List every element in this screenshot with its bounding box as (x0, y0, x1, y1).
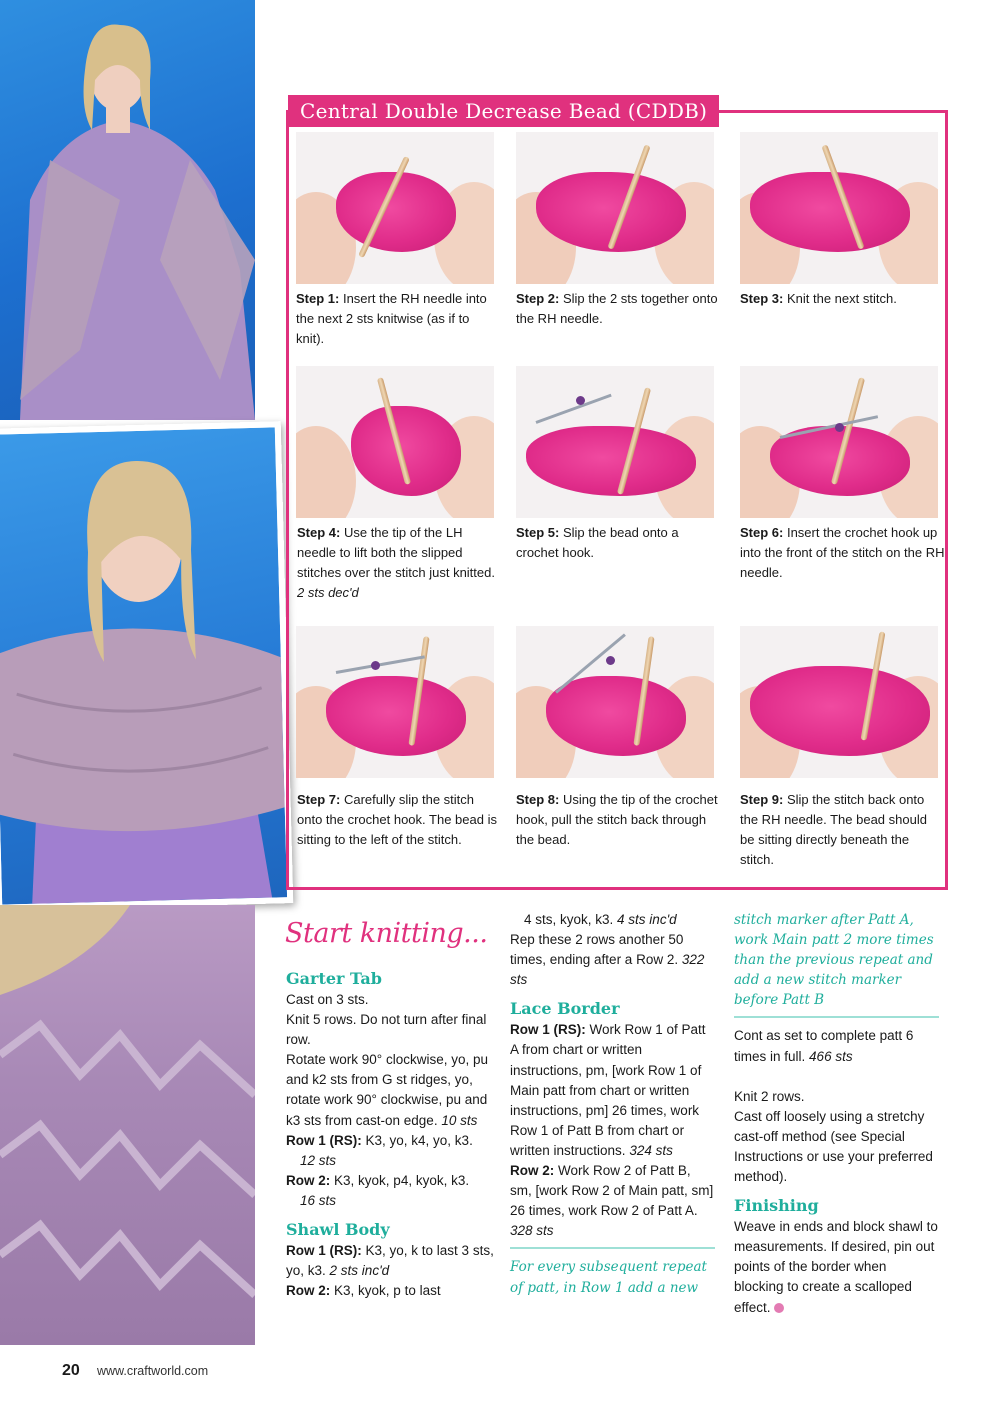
pattern-column-3 (734, 910, 939, 1318)
shawl-body-row-2: Row 2: K3, kyok, p to last (286, 1283, 441, 1299)
footer-url: www.craftworld.com (97, 1364, 209, 1378)
garter-line-2: Knit 5 rows. Do not turn after final row. (286, 1012, 487, 1048)
divider (734, 1016, 939, 1018)
repeat-instruction: Rep these 2 rows another 50 times, ending after a Row 2. 322 sts (510, 932, 705, 988)
cast-off-instruction: Cast off loosely using a stretchy cast-off method (see Special Instructions or use your preferred method). (734, 1108, 933, 1185)
divider (510, 1247, 715, 1249)
repeat-note: For every subsequent repeat of patt, in Row 1 add a new (510, 1259, 707, 1296)
pattern-column-1 (286, 968, 496, 1301)
page-number: 20 (62, 1362, 80, 1379)
lace-row-1: Row 1 (RS): Work Row 1 of Patt A from chart or written instructions, pm, [work Row 1 of Main patt from chart or written instructions, pm] 26 times, work Row 1 of Patt B from chart or written instructions. 324 sts (510, 1022, 706, 1158)
garter-row-2-count: 16 sts (300, 1192, 337, 1208)
start-knitting-heading: Start knitting... (285, 918, 488, 949)
step-9-caption: Step 9: Slip the stitch back onto the RH needle. The bead should be sitting directly beneath the stitch. (740, 792, 927, 867)
step-8-caption: Step 8: Using the tip of the crochet hook, pull the stitch back through the bead. (516, 792, 718, 847)
pattern-column-2 (510, 910, 715, 1298)
step-3-caption: Step 3: Knit the next stitch. (740, 291, 897, 306)
shawl-closeup-photo (0, 905, 255, 1345)
shawl-body-row-2-cont: 4 sts, kyok, k3. 4 sts inc'd (524, 912, 677, 927)
step-1-caption: Step 1: Insert the RH needle into the next 2 sts knitwise (as if to knit). (296, 291, 487, 346)
step-3-photo (740, 132, 938, 284)
shawl-body-heading: Shawl Body (286, 1220, 390, 1240)
garter-tab-heading: Garter Tab (286, 969, 382, 988)
step-6-photo (740, 366, 938, 518)
lace-row-2: Row 2: Work Row 2 of Patt B, sm, [work Row 2 of Main patt, sm] 26 times, work Row 2 of Patt A. 328 sts (510, 1163, 714, 1239)
step-5-caption: Step 5: Slip the bead onto a crochet hook. (516, 525, 679, 560)
garter-row-1-count: 12 sts (300, 1152, 337, 1168)
step-1-photo (296, 132, 494, 284)
step-7-photo (296, 626, 494, 778)
step-8-photo (516, 626, 714, 778)
model-photo-top (0, 0, 255, 420)
garter-row-1: Row 1 (RS): K3, yo, k4, yo, k3. (286, 1132, 473, 1148)
step-7-caption: Step 7: Carefully slip the stitch onto the crochet hook. The bead is sitting to the left of the stitch. (297, 792, 497, 847)
repeat-note-cont: stitch marker after Patt A, work Main patt 2 more times than the previous repeat and add a new stitch marker before Patt B (734, 912, 934, 1009)
garter-row-2: Row 2: K3, kyok, p4, kyok, k3. (286, 1172, 470, 1188)
step-4-caption: Step 4: Use the tip of the LH needle to lift both the slipped stitches over the stitch just knitted. 2 sts dec'd (297, 525, 495, 600)
shawl-body-row-1: Row 1 (RS): K3, yo, k to last 3 sts, yo, k3. 2 sts inc'd (286, 1243, 494, 1279)
step-2-photo (516, 132, 714, 284)
end-mark-icon (774, 1303, 784, 1313)
finishing-text: Weave in ends and block shawl to measurements. If desired, pin out points of the border when blocking to create a scalloped effect. (734, 1219, 938, 1315)
garter-line-3: Rotate work 90° clockwise, yo, pu and k2 sts from G st ridges, yo, rotate work 90° clockwise, pu and k3 sts from cast-on edge. 10 sts (286, 1052, 488, 1128)
step-4-photo (296, 366, 494, 518)
step-6-caption: Step 6: Insert the crochet hook up into the front of the stitch on the RH needle. (740, 525, 945, 580)
step-5-photo (516, 366, 714, 518)
model-photo-middle (0, 421, 293, 911)
knit-2-rows: Knit 2 rows. (734, 1088, 805, 1104)
box-title: Central Double Decrease Bead (CDDB) (288, 95, 719, 127)
step-2-caption: Step 2: Slip the 2 sts together onto the RH needle. (516, 291, 718, 326)
lace-border-heading: Lace Border (510, 999, 620, 1019)
finishing-heading: Finishing (734, 1196, 819, 1216)
continue-instruction: Cont as set to complete patt 6 times in full. 466 sts (734, 1028, 914, 1064)
garter-line-1: Cast on 3 sts. (286, 992, 369, 1007)
step-9-photo (740, 626, 938, 778)
